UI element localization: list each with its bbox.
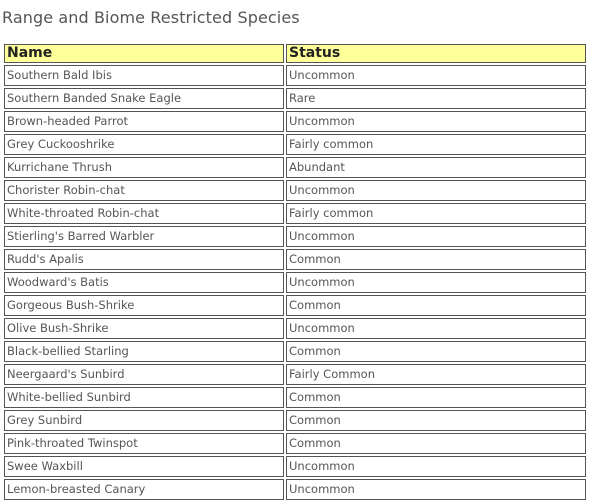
table-row (4, 88, 586, 109)
species-status-cell: Common (286, 433, 586, 454)
table-row (4, 433, 586, 454)
species-status-cell: Fairly Common (286, 364, 586, 385)
table-row (4, 364, 586, 385)
species-table (2, 42, 588, 502)
table-row (4, 157, 586, 178)
table-row (4, 410, 586, 431)
table-row (4, 341, 586, 362)
table-row (4, 249, 586, 270)
table-row (4, 65, 586, 86)
species-name-cell: Woodward's Batis (4, 272, 284, 293)
species-status-cell: Common (286, 249, 586, 270)
species-name-cell: Southern Bald Ibis (4, 65, 284, 86)
species-name-cell: Stierling's Barred Warbler (4, 226, 284, 247)
page-title: Range and Biome Restricted Species (2, 8, 300, 27)
table-row (4, 272, 586, 293)
table-row (4, 226, 586, 247)
species-status-cell: Abundant (286, 157, 586, 178)
species-name-cell: Lemon-breasted Canary (4, 479, 284, 500)
species-name-cell: Gorgeous Bush-Shrike (4, 295, 284, 316)
species-status-cell: Fairly common (286, 134, 586, 155)
species-name-cell: Grey Sunbird (4, 410, 284, 431)
species-status-cell: Common (286, 295, 586, 316)
species-status-cell: Uncommon (286, 180, 586, 201)
column-header-status: Status (286, 44, 586, 63)
species-name-cell: Kurrichane Thrush (4, 157, 284, 178)
table-row (4, 479, 586, 500)
table-row (4, 180, 586, 201)
species-name-cell: Chorister Robin-chat (4, 180, 284, 201)
species-name-cell: Southern Banded Snake Eagle (4, 88, 284, 109)
species-name-cell: White-throated Robin-chat (4, 203, 284, 224)
species-name-cell: White-bellied Sunbird (4, 387, 284, 408)
table-row (4, 295, 586, 316)
species-name-cell: Neergaard's Sunbird (4, 364, 284, 385)
table-row (4, 134, 586, 155)
table-row (4, 111, 586, 132)
table-header-row (4, 44, 586, 63)
species-status-cell: Common (286, 387, 586, 408)
species-status-cell: Uncommon (286, 318, 586, 339)
species-status-cell: Uncommon (286, 111, 586, 132)
species-status-cell: Common (286, 341, 586, 362)
species-status-cell: Uncommon (286, 272, 586, 293)
species-name-cell: Pink-throated Twinspot (4, 433, 284, 454)
species-status-cell: Common (286, 410, 586, 431)
species-name-cell: Rudd's Apalis (4, 249, 284, 270)
species-status-cell: Uncommon (286, 226, 586, 247)
column-header-name: Name (4, 44, 284, 63)
species-name-cell: Olive Bush-Shrike (4, 318, 284, 339)
species-name-cell: Black-bellied Starling (4, 341, 284, 362)
species-status-cell: Fairly common (286, 203, 586, 224)
table-row (4, 318, 586, 339)
species-status-cell: Uncommon (286, 456, 586, 477)
species-status-cell: Uncommon (286, 479, 586, 500)
table-body (4, 65, 586, 500)
species-name-cell: Grey Cuckooshrike (4, 134, 284, 155)
species-status-cell: Uncommon (286, 65, 586, 86)
table-row (4, 387, 586, 408)
table-row (4, 456, 586, 477)
table-row (4, 203, 586, 224)
species-name-cell: Swee Waxbill (4, 456, 284, 477)
species-status-cell: Rare (286, 88, 586, 109)
species-name-cell: Brown-headed Parrot (4, 111, 284, 132)
